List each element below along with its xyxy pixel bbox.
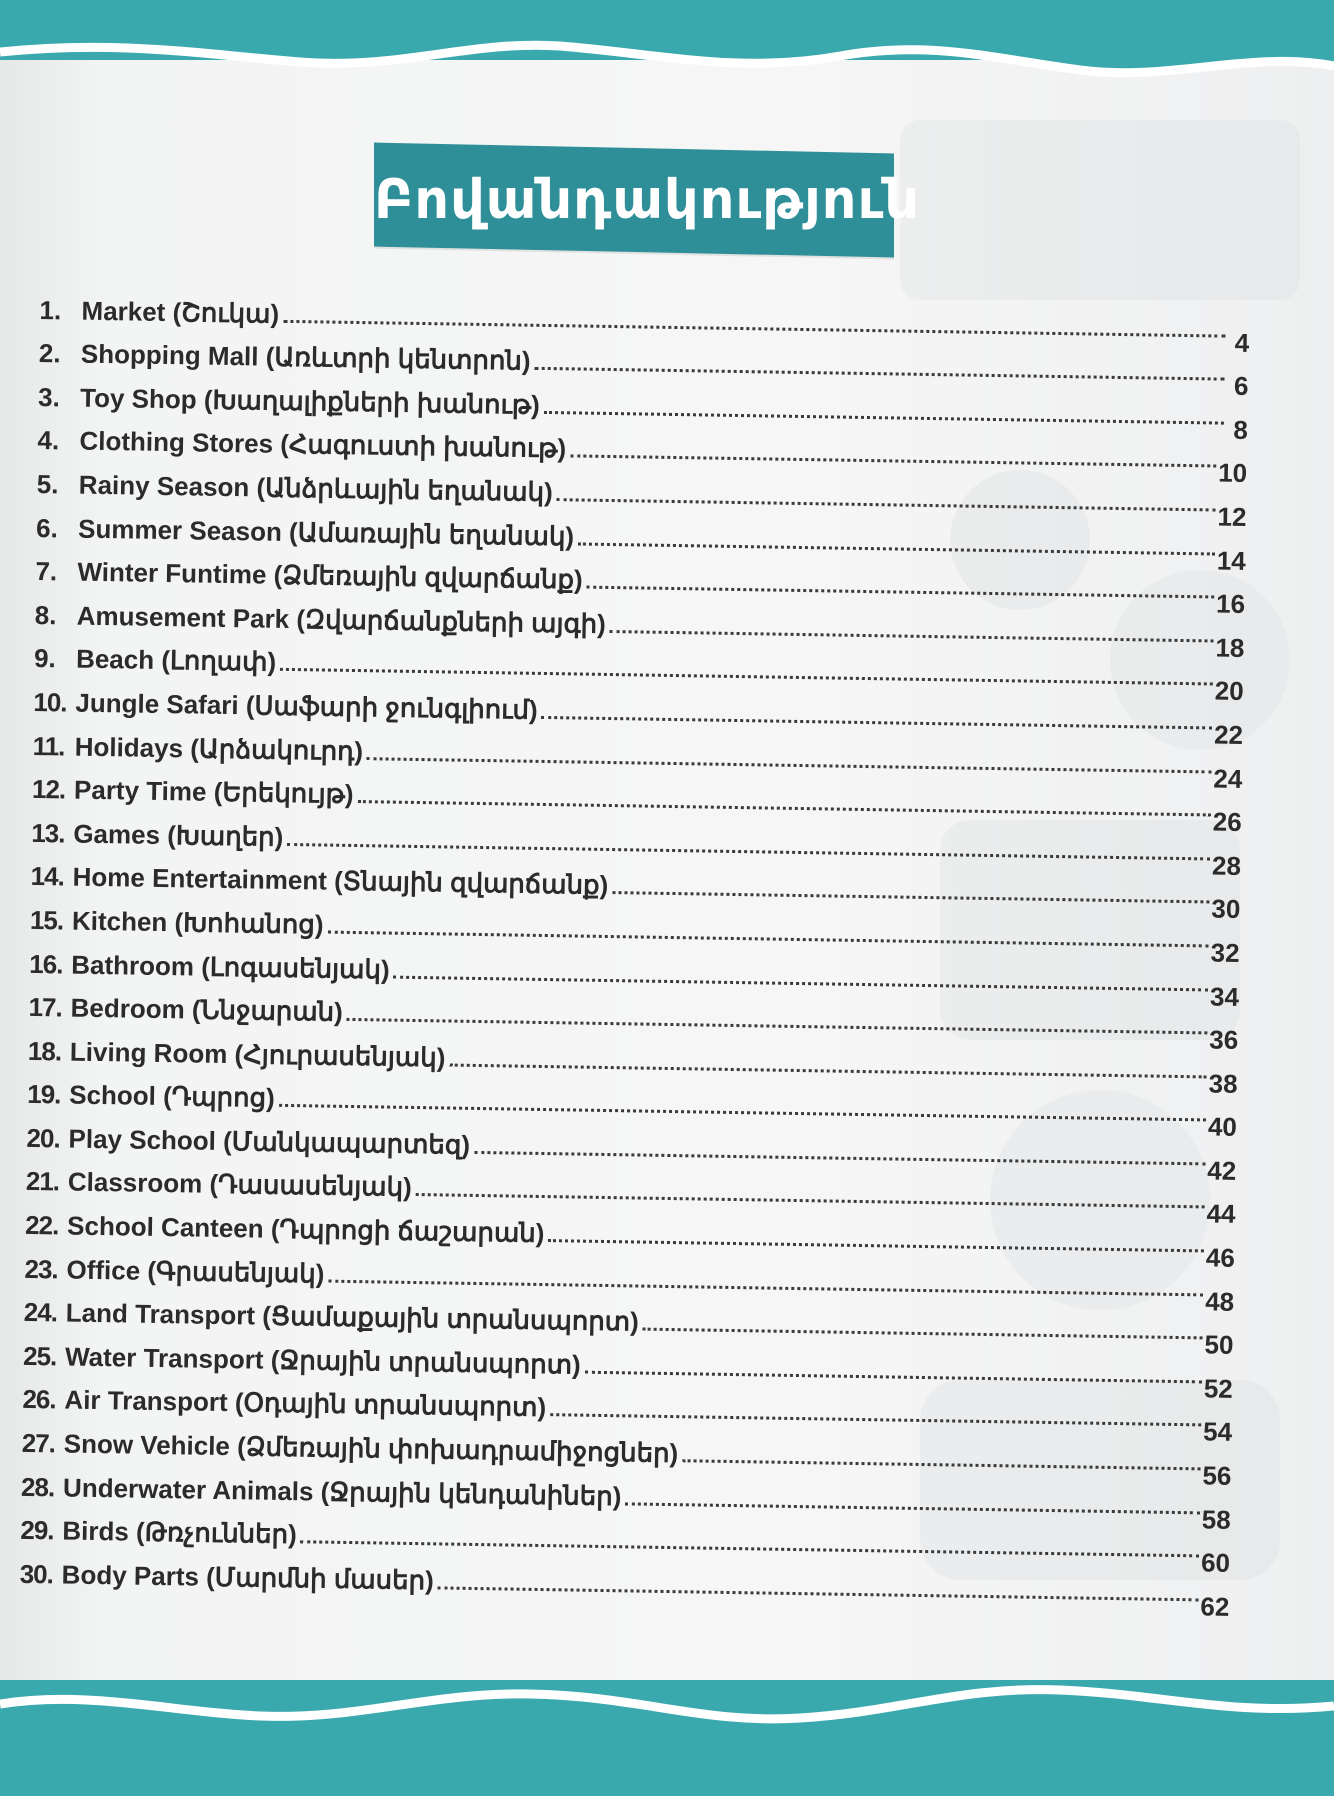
- toc-entry-number: 30.: [19, 1558, 54, 1590]
- dot-leader: [682, 1458, 1201, 1470]
- toc-entry-title: Beach (Լողափ): [75, 643, 277, 678]
- toc-entry-page-number: 18: [1215, 632, 1245, 663]
- toc-entry-title: Bedroom (Ննջարան): [70, 992, 344, 1027]
- toc-entry-page-number: 40: [1207, 1111, 1238, 1143]
- toc-entry-page-number: 44: [1206, 1198, 1236, 1230]
- toc-entry-page-number: 26: [1212, 806, 1242, 838]
- toc-entry-page-number: 20: [1214, 675, 1244, 707]
- toc-entry-number: 4.: [37, 425, 60, 456]
- toc-entry-title: Jungle Safari (Սաֆարի ջունգլիում): [75, 687, 538, 725]
- dot-leader: [612, 890, 1209, 903]
- toc-entry-number: 6.: [35, 512, 59, 543]
- toc-entry-number: 9.: [33, 643, 57, 674]
- toc-entry-page-number: 54: [1202, 1416, 1233, 1448]
- toc-entry-number: 18.: [27, 1035, 62, 1067]
- toc-entry-title: School (Դպրոց): [69, 1079, 276, 1114]
- toc-entry-number: 22.: [24, 1209, 59, 1241]
- toc-entry-page-number: 8: [1233, 414, 1249, 445]
- toc-entry-number: 12.: [31, 774, 66, 805]
- toc-entry-number: 10.: [33, 686, 67, 718]
- toc-entry-title: Underwater Animals (Ջրային կենդանիներ): [62, 1472, 622, 1511]
- toc-entry-title: Classroom (Դասասենյակ): [67, 1167, 413, 1203]
- toc-entry-page-number: 16: [1215, 588, 1246, 620]
- toc-entry-title: Bathroom (Լոգասենյակ): [71, 949, 390, 985]
- toc-entry-title: Winter Funtime (Ձմեռային զվարճանք): [77, 556, 583, 595]
- toc-entry-title: Shopping Mall (Առևտրի կենտրոն): [80, 338, 531, 376]
- toc-entry-page-number: 60: [1200, 1547, 1231, 1579]
- toc-entry-title: Toy Shop (Խաղալիքների խանութ): [79, 382, 541, 420]
- toc-entry-number: 1.: [39, 294, 62, 325]
- toc-entry-title: Market (Շուկա): [81, 295, 280, 329]
- toc-entry-page-number: 34: [1209, 980, 1240, 1012]
- toc-entry-number: 24.: [23, 1297, 58, 1328]
- toc-entry-page-number: 58: [1201, 1504, 1231, 1535]
- toc-entry-page-number: 4: [1234, 327, 1250, 358]
- toc-entry-number: 25.: [22, 1340, 57, 1372]
- toc-entry-number: 26.: [22, 1384, 56, 1415]
- toc-entry-number: 3.: [37, 381, 61, 413]
- toc-entry-number: 15.: [29, 904, 64, 936]
- bottom-wave-border: [0, 1646, 1334, 1796]
- toc-entry-number: 23.: [24, 1253, 58, 1285]
- toc-entry-title: Home Entertainment (Տնային զվարճանք): [72, 861, 609, 901]
- dot-leader: [643, 1327, 1203, 1340]
- toc-entry-title: Games (Խաղեր): [73, 818, 284, 852]
- toc-entry-number: 16.: [29, 948, 63, 979]
- toc-entry-number: 29.: [20, 1515, 54, 1546]
- toc-entry-page-number: 46: [1205, 1242, 1236, 1273]
- table-of-contents: [19, 282, 1250, 1622]
- toc-entry-title: Air Transport (Օդային տրանսպորտ): [64, 1384, 547, 1423]
- toc-entry-number: 17.: [28, 992, 62, 1023]
- toc-entry-number: 11.: [32, 730, 65, 761]
- toc-entry-title: Birds (Թռչուններ): [62, 1515, 298, 1550]
- toc-entry-page-number: 56: [1202, 1460, 1232, 1491]
- toc-entry-page-number: 38: [1208, 1068, 1238, 1099]
- toc-entry-page-number: 52: [1203, 1373, 1233, 1404]
- toc-entry-page-number: 48: [1204, 1286, 1235, 1317]
- toc-entry-title: Snow Vehicle (Ձմեռային փոխադրամիջոցներ): [63, 1428, 679, 1469]
- toc-entry-title: Body Parts (Մարմնի մասեր): [61, 1559, 434, 1596]
- toc-entry-title: Water Transport (Ջրային տրանսպորտ): [64, 1341, 581, 1380]
- dot-leader: [625, 1501, 1200, 1514]
- toc-entry-page-number: 22: [1213, 719, 1244, 750]
- toc-entry-number: 20.: [26, 1122, 60, 1154]
- toc-entry-number: 13.: [31, 817, 65, 849]
- toc-entry-title: Amusement Park (Զվարճանքների այգի): [76, 600, 607, 639]
- toc-entry-page-number: 30: [1211, 893, 1241, 925]
- toc-entry-number: 8.: [34, 599, 57, 631]
- toc-entry-title: Office (Գրասենյակ): [66, 1254, 325, 1289]
- top-wave-border: [0, 0, 1334, 110]
- toc-entry-title: Play School (Մանկապարտեզ): [68, 1123, 471, 1160]
- toc-entry-title: Party Time (Երեկույթ): [73, 774, 354, 810]
- toc-entry-page-number: 28: [1211, 850, 1242, 881]
- toc-entry-page-number: 24: [1213, 763, 1243, 794]
- toc-entry-page-number: 14: [1216, 545, 1247, 576]
- toc-entry-number: 5.: [36, 468, 59, 500]
- page-title: Բովանդակություն: [374, 168, 921, 231]
- toc-entry-page-number: 62: [1200, 1591, 1230, 1622]
- toc-entry-page-number: 36: [1209, 1024, 1239, 1056]
- toc-entry-number: 14.: [30, 861, 65, 892]
- toc-entry-number: 27.: [21, 1427, 56, 1459]
- toc-entry-page-number: 10: [1217, 457, 1248, 489]
- toc-entry-page-number: 6: [1233, 370, 1249, 402]
- toc-entry-title: Holidays (Արձակուրդ): [74, 731, 364, 766]
- toc-entry-number: 7.: [35, 556, 58, 587]
- toc-entry-title: School Canteen (Դպրոցի ճաշարան): [66, 1210, 545, 1249]
- toc-entry-title: Summer Season (Ամառային եղանակ): [77, 513, 575, 551]
- toc-entry-number: 19.: [27, 1079, 61, 1110]
- toc-entry-title: Clothing Stores (Հագուստի խանութ): [79, 426, 567, 464]
- toc-entry-page-number: 42: [1207, 1155, 1237, 1186]
- toc-entry-title: Land Transport (Ցամաքային տրանսպորտ): [65, 1297, 640, 1337]
- toc-entry-page-number: 12: [1217, 501, 1247, 532]
- toc-entry-number: 2.: [38, 338, 61, 369]
- toc-entry-title: Kitchen (Խոհանոց): [71, 905, 324, 940]
- toc-entry-page-number: 50: [1204, 1329, 1234, 1361]
- toc-entry-number: 28.: [20, 1471, 55, 1502]
- toc-entry-page-number: 32: [1210, 937, 1240, 968]
- toc-entry-title: Rainy Season (Անձրևային եղանակ): [78, 469, 553, 508]
- toc-entry-number: 21.: [25, 1166, 60, 1197]
- toc-entry-title: Living Room (Հյուրասենյակ): [69, 1036, 446, 1073]
